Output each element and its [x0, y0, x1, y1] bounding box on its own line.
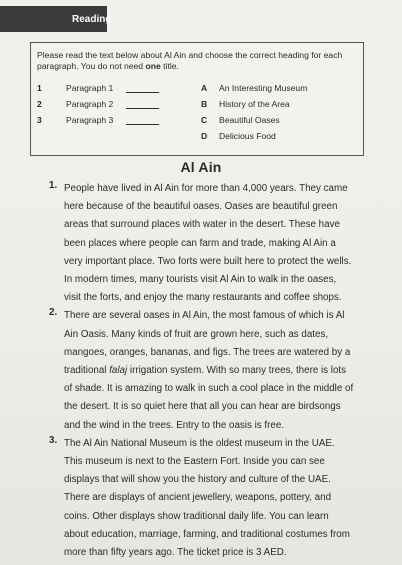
text-line: This museum is next to the Eastern Fort. Inside you can see — [64, 456, 325, 468]
paragraph-number: 1 — [37, 83, 42, 93]
article-paragraph-1 — [49, 180, 379, 307]
heading-letter: A — [201, 83, 208, 93]
paragraph-number: 1. — [49, 180, 58, 191]
heading-options — [201, 80, 307, 144]
paragraph-number: 3. — [49, 434, 58, 446]
text-line: In modern times, many tourists visit Al Ain to walk in the oases, — [64, 274, 337, 286]
paragraph-list — [37, 80, 159, 128]
article-body — [49, 180, 379, 562]
text-line: coins. Other displays show traditional daily life. You can learn — [64, 510, 329, 522]
instructions-text: Please read the text below about Al Ain and choose the correct heading for each paragraph. You do not need — [37, 50, 343, 71]
paragraph-row — [37, 112, 159, 128]
task-instructions — [37, 50, 359, 72]
text-line: the desert. It is so quiet here that all you can hear are birdsongs — [64, 401, 341, 413]
text-line: The Al Ain National Museum is the oldest museum in the UAE. — [64, 437, 335, 449]
text-line: about education, marriage, farming, and traditional costumes from — [64, 528, 350, 540]
article-paragraph-2 — [49, 307, 379, 434]
paragraph-number: 2. — [49, 307, 58, 319]
heading-letter: B — [201, 99, 208, 109]
text-line: and the wind in the trees. Entry to the oasis is free. — [64, 419, 285, 431]
text-line: been places where people can farm and trade, making Al Ain a — [64, 237, 336, 249]
text-line: more than fifty years ago. The ticket price is 3 AED. — [64, 547, 287, 559]
article-title: Al Ain — [180, 159, 222, 175]
text-line: There are displays of ancient jewellery, weapons, pottery, and — [64, 492, 332, 504]
text-line: mangoes, oranges, bananas, and figs. The trees are watered by a — [64, 346, 351, 358]
paragraph-row — [37, 96, 159, 112]
heading-text: History of the Area — [219, 99, 290, 109]
text-line: visit the forts, and enjoy the many restaurants and coffee shops. — [64, 292, 342, 304]
text-line: areas that surround places with water in the desert. These have — [64, 219, 340, 231]
section-tab-reading — [0, 6, 112, 32]
paragraph-label: Paragraph 2 — [66, 99, 114, 109]
heading-letter: D — [201, 131, 208, 141]
heading-text: Delicious Food — [219, 131, 276, 141]
text-line: Ain Oasis. Many kinds of fruit are grown here, such as dates, — [64, 328, 329, 340]
answer-blank[interactable] — [126, 84, 159, 93]
paragraph-label: Paragraph 3 — [66, 115, 114, 125]
text-line: of shade. It is amazing to walk in such a cool place in the middle of — [64, 383, 354, 395]
answer-blank[interactable] — [126, 100, 159, 109]
instructions-bold: one — [145, 61, 161, 71]
paragraph-number: 2 — [37, 99, 42, 109]
heading-option — [201, 96, 307, 112]
heading-option — [201, 128, 307, 144]
answer-blank[interactable] — [126, 116, 159, 125]
heading-option — [201, 112, 307, 128]
section-tab-label: Reading — [72, 14, 112, 25]
text-line: traditional falaj irrigation system. With so many trees, there is lots — [64, 365, 347, 377]
instructions-tail: title. — [160, 61, 179, 71]
text-line: There are several oases in Al Ain, the most famous of which is Al — [64, 310, 345, 322]
article-paragraph-3 — [49, 435, 379, 562]
text-line: displays that will show you the history and culture of the UAE. — [64, 474, 331, 486]
text-line: here because of the beautiful oases. Oases are beautiful green — [64, 201, 338, 213]
heading-letter: C — [201, 115, 208, 125]
text-line: People have lived in Al Ain for more than 4,000 years. They came — [64, 183, 348, 194]
task-box — [30, 42, 364, 156]
heading-text: An Interesting Museum — [219, 83, 308, 93]
heading-option — [201, 80, 307, 96]
paragraph-number: 3 — [37, 115, 42, 125]
heading-text: Beautiful Oases — [219, 115, 280, 125]
paragraph-row — [37, 80, 159, 96]
paragraph-label: Paragraph 1 — [66, 83, 114, 93]
text-line: very important place. Two forts were built here to protect the wells. — [64, 255, 352, 267]
